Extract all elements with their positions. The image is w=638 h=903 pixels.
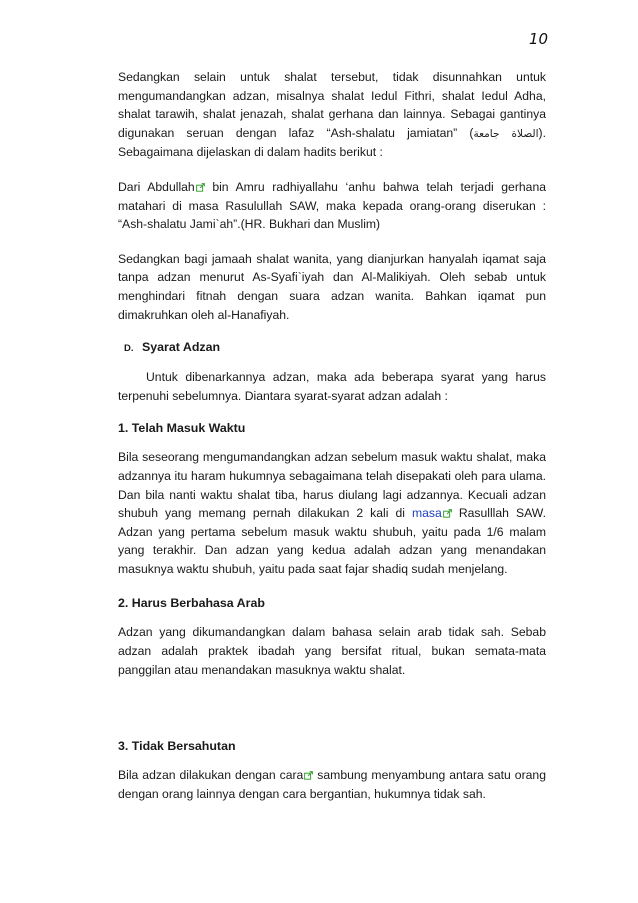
heading-telah-masuk-waktu: 1. Telah Masuk Waktu bbox=[118, 421, 246, 436]
paragraph-7 bbox=[118, 766, 546, 803]
paragraph-7-text-a: Bila adzan dilakukan dengan cara bbox=[118, 768, 304, 783]
section-letter: D. bbox=[124, 343, 134, 355]
external-link-icon[interactable] bbox=[443, 505, 452, 514]
paragraph-1-text-a: Sedangkan selain untuk shalat tersebut, tidak disunnahkan untuk mengumandangkan adzan, misalnya shalat Iedul Fithri, shalat Iedul Adha, shalat tarawih, shalat jenazah, shalat gerhana dan lainnya. Sebagai gantinya digunakan seruan dengan lafaz “Ash-shalatu jamiatan” ( bbox=[118, 70, 546, 140]
paragraph-2-text-b: bin Amru radhiyallahu ‘anhu bahwa telah terjadi gerhana matahari di masa Rasulullah SAW, maka kepada orang-orang diserukan : “Ash-shalatu Jami`ah”.(HR. Bukhari dan Muslim) bbox=[118, 179, 547, 232]
paragraph-4: Untuk dibenarkannya adzan, maka ada beberapa syarat yang harus terpenuhi sebelumnya. Diantara syarat-syarat adzan adalah : bbox=[118, 370, 546, 403]
section-title: Syarat Adzan bbox=[142, 340, 221, 355]
arabic-phrase: الصلاة جامعة bbox=[473, 127, 539, 140]
paragraph-5-text-b: Rasulllah SAW. Adzan yang pertama sebelum masuk waktu shubuh, yaitu pada 1/6 malam yang terakhir. Dan adzan yang kedua adalah adzan yang menandakan masuknya waktu shubuh, yaitu pada saat fajar shadiq sudah menjelang. bbox=[118, 506, 546, 576]
blank-space bbox=[118, 695, 546, 737]
external-link-icon[interactable] bbox=[196, 179, 205, 188]
paragraph-6: Adzan yang dikumandangkan dalam bahasa selain arab tidak sah. Sebab adzan adalah praktek ibadah yang bersifat ritual, bukan semata-mata panggilan atau menandakan masuknya waktu shalat. bbox=[118, 625, 546, 677]
abdullah-link-text[interactable]: Dari Abdullah bbox=[118, 179, 195, 194]
external-link-icon[interactable] bbox=[304, 767, 313, 776]
page-number: 10 bbox=[528, 30, 548, 48]
section-heading-d bbox=[118, 340, 546, 354]
paragraph-7-text-b: sambung menyambung antara satu orang dengan orang lainnya dengan cara bergantian, hukumnya tidak sah. bbox=[118, 768, 546, 801]
paragraph-3: Sedangkan bagi jamaah shalat wanita, yang dianjurkan hanyalah iqamat saja tanpa adzan menurut As-Syafi`iyah dan Al-Malikiyah. Oleh sebab untuk menghindari fitnah dengan suara adzan wanita. Bahkan iqamat pun dimakruhkan oleh al-Hanafiyah. bbox=[118, 251, 546, 322]
document-body bbox=[118, 68, 546, 819]
paragraph-5-text-a: Bila seseorang mengumandangkan adzan sebelum masuk waktu shalat, maka adzannya itu haram hukumnya sebagaimana telah disepakati oleh para ulama. Dan bila nanti waktu shalat tiba, harus diulang lagi adzannya. Kecuali adzan shubuh yang memang pernah dilakukan 2 kali di bbox=[118, 450, 546, 521]
heading-tidak-bersahutan: 3. Tidak Bersahutan bbox=[118, 739, 236, 754]
paragraph-1 bbox=[118, 68, 546, 162]
heading-harus-berbahasa-arab: 2. Harus Berbahasa Arab bbox=[118, 596, 265, 611]
paragraph-1-text-b: ). Sebagaimana dijelaskan di dalam hadits berikut : bbox=[118, 125, 546, 160]
paragraph-2 bbox=[118, 178, 546, 234]
masa-link[interactable]: masa bbox=[411, 506, 442, 521]
paragraph-5 bbox=[118, 448, 546, 578]
